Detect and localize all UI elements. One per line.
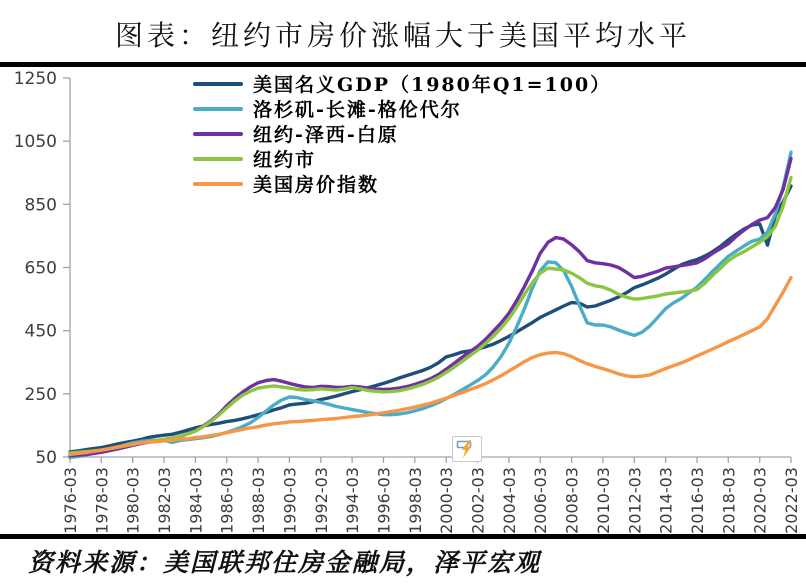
x-tick-label: 1998-03 (405, 467, 425, 534)
y-tick-label: 1250 (13, 69, 57, 89)
legend-line-swatch (193, 107, 243, 111)
x-tick-label: 2008-03 (562, 467, 582, 534)
x-tick-label: 1976-03 (61, 467, 80, 534)
y-tick-label: 650 (24, 258, 57, 279)
legend-item-la (193, 96, 611, 121)
y-tick-label: 850 (24, 195, 57, 216)
legend-line-swatch (193, 157, 243, 161)
series-line-1 (70, 152, 791, 457)
lightning-logo-icon (453, 437, 481, 461)
x-tick-label: 1982-03 (155, 467, 174, 534)
legend-label: 纽约-泽西-白原 (253, 124, 399, 146)
x-tick-label: 2016-03 (688, 467, 707, 534)
x-tick-label: 2010-03 (593, 467, 613, 534)
x-tick-label: 2002-03 (468, 467, 488, 534)
legend-item-nyc (193, 146, 611, 171)
x-tick-label: 1978-03 (92, 467, 112, 534)
legend-line-swatch (193, 182, 243, 186)
y-tick-label: 50 (35, 448, 57, 468)
x-tick-label: 1992-03 (311, 467, 331, 534)
legend-item-gdp (193, 71, 611, 96)
x-tick-label: 2020-03 (750, 467, 770, 534)
y-tick-label: 450 (24, 321, 57, 342)
series-line-2 (70, 159, 791, 456)
legend-item-ny-metro (193, 121, 611, 146)
legend-label: 纽约市 (253, 149, 317, 171)
top-divider (0, 62, 806, 67)
watermark-logo (452, 436, 482, 462)
x-tick-label: 1988-03 (249, 467, 269, 534)
chart-legend (193, 71, 611, 196)
legend-item-us-hpi (193, 171, 611, 196)
bottom-divider (0, 534, 806, 539)
x-tick-label: 1996-03 (374, 467, 394, 534)
legend-line-swatch (193, 132, 243, 136)
x-tick-label: 1994-03 (343, 467, 363, 534)
x-tick-label: 1980-03 (123, 467, 143, 534)
x-tick-label: 2018-03 (719, 467, 739, 534)
chart-title: 图表：纽约市房价涨幅大于美国平均水平 (114, 19, 691, 52)
x-tick-label: 1990-03 (280, 467, 300, 534)
legend-label: 美国名义GDP（1980年Q1=100） (253, 74, 612, 96)
x-tick-label: 2022-03 (782, 467, 801, 534)
x-tick-label: 2006-03 (531, 467, 551, 534)
x-tick-label: 1986-03 (217, 467, 237, 534)
y-tick-label: 1050 (13, 132, 57, 153)
series-line-3 (70, 178, 791, 453)
y-tick-label: 250 (24, 384, 57, 405)
x-tick-label: 2000-03 (437, 467, 457, 534)
x-tick-label: 2012-03 (625, 467, 645, 534)
legend-line-swatch (193, 82, 243, 86)
x-tick-label: 2004-03 (499, 467, 519, 534)
legend-label: 美国房价指数 (253, 174, 380, 196)
series-line-0 (70, 186, 791, 452)
source-note: 资料来源：美国联邦住房金融局，泽平宏观 (28, 548, 542, 577)
x-tick-label: 1984-03 (186, 467, 206, 534)
x-tick-label: 2014-03 (656, 467, 676, 534)
legend-label: 洛杉矶-长滩-格伦代尔 (253, 99, 462, 121)
